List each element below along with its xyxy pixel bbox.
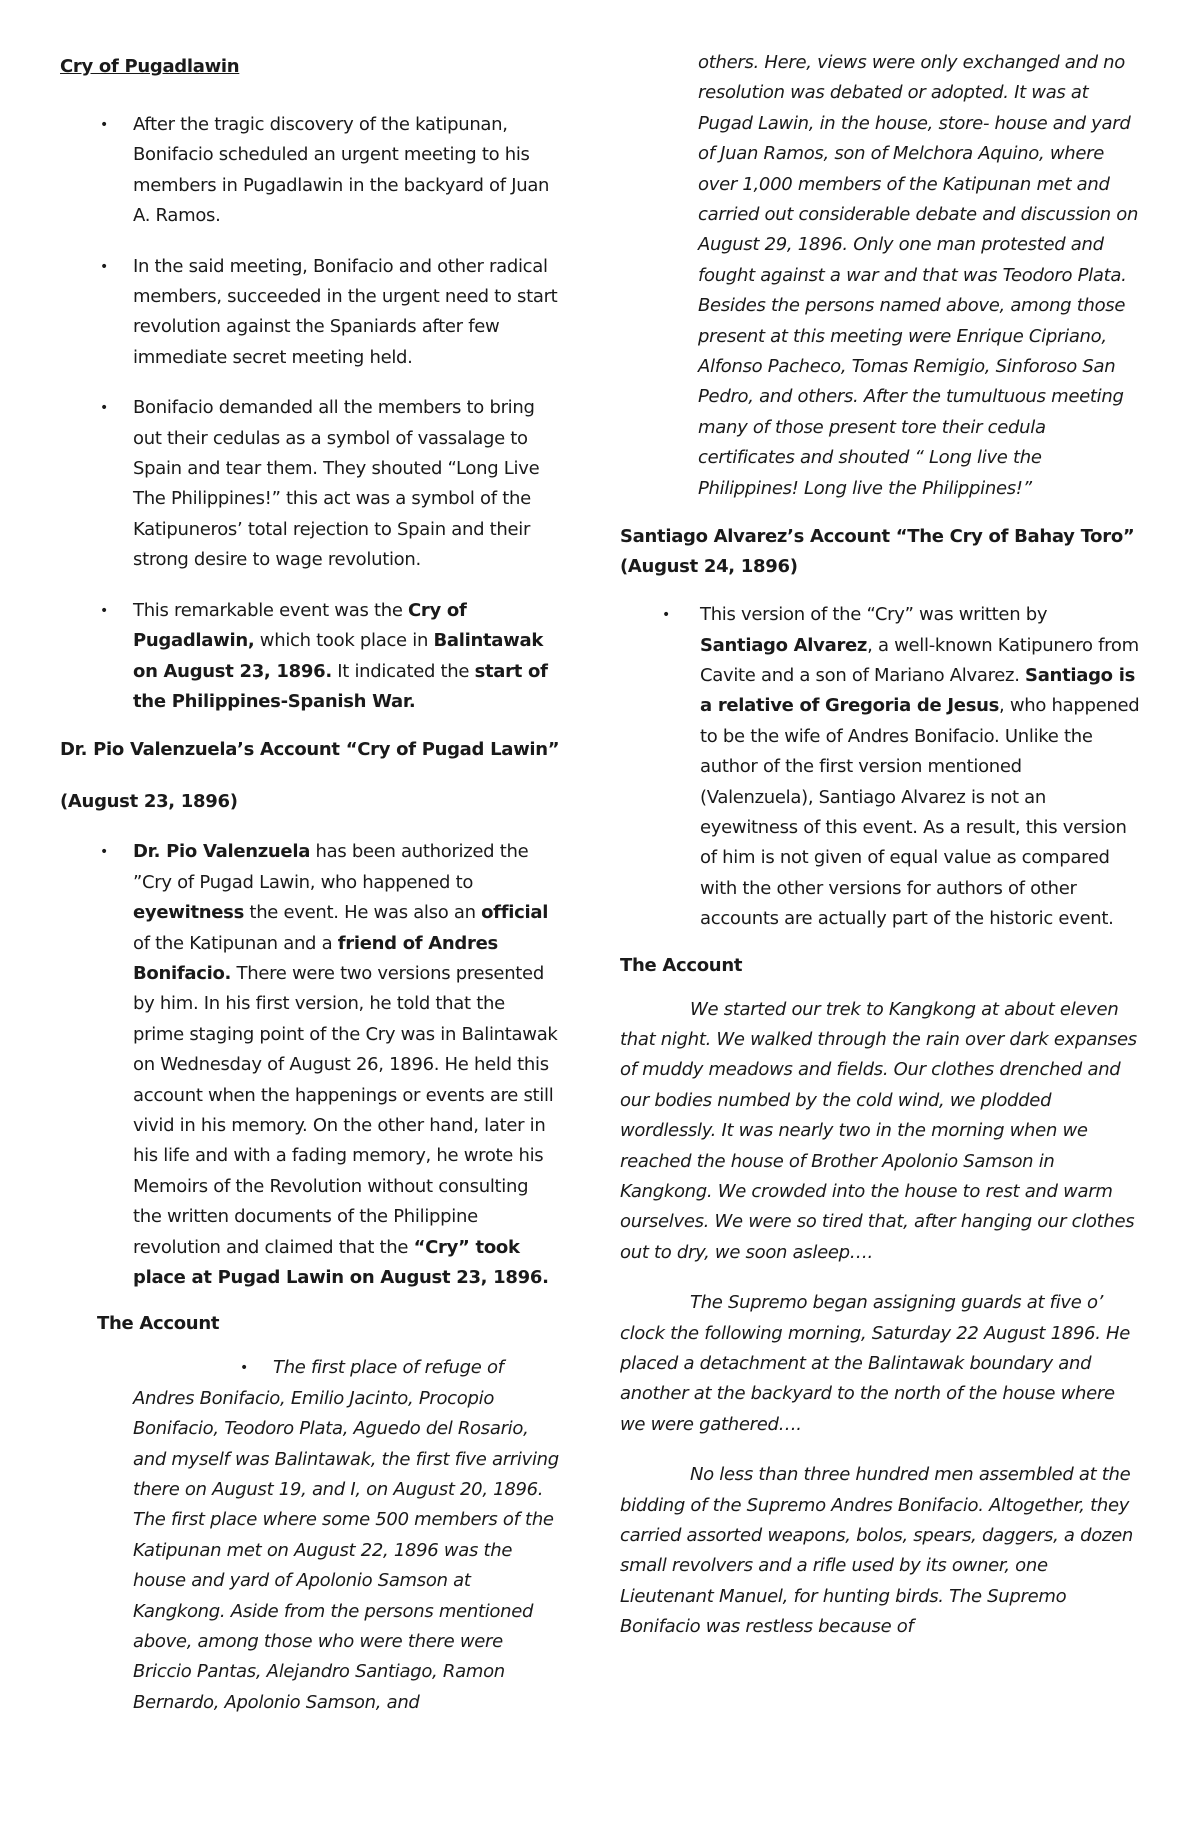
bullet-item: • Bonifacio demanded all the members to bring out their cedulas as a symbol of vassalage to Spain and tear them. They shouted “Long Live The Philippines!” this act was a symbol of the Katipuneros’ total rejection to Spain and their strong desire to wage revolution. (60, 393, 560, 575)
right-column (620, 52, 1140, 1643)
left-column (60, 52, 560, 1738)
account-heading-alvarez: Santiago Alvarez’s Account “The Cry of Bahay Toro” (August 24, 1896) (620, 526, 1135, 578)
account-date-valenzuela: (August 23, 1896) (60, 791, 238, 813)
bullet-item: • This version of the “Cry” was written by Santiago Alvarez, a well-known Katipunero from Cavite and a son of Mariano Alvarez. Santiago is a relative of Gregoria de Jesus, who happened to be the wife of Andres Bonifacio. Unlike the author of the first version mentioned (Valenzuela), Santiago Alvarez is not an eyewitness of this event. As a result, this version of him is not given of equal value as compared with the other versions for authors of other accounts are actually part of the historic event. (620, 600, 1140, 934)
bullet-item: • In the said meeting, Bonifacio and other radical members, succeeded in the urgent need to start revolution against the Spaniards after few immediate secret meeting held. (60, 252, 560, 374)
account-paragraph: No less than three hundred men assembled at the bidding of the Supremo Andres Bonifacio. Altogether, they carried assorted weapons, bolos, spears, daggers, a dozen small revolvers and a rifle used by its owner, one Lieutenant Manuel, for hunting birds. The Supremo Bonifacio was restless because of (620, 1464, 1133, 1638)
account-paragraph: The Supremo began assigning guards at five o’ clock the following morning, Saturday 22 August 1896. He placed a detachment at the Balintawak boundary and another at the backyard to the north of the house where we were gathered…. (620, 1292, 1131, 1435)
bullet-list (620, 600, 1140, 934)
continued-quote: others. Here, views were only exchanged and no resolution was debated or adopted. It was at Pugad Lawin, in the house, store- house and yard of Juan Ramos, son of Melchora Aquino, where over 1,000 members of the Katipunan met and carried out considerable debate and discussion on August 29, 1896. Only one man protested and fought against a war and that was Teodoro Plata. Besides the persons named above, among those present at this meeting were Enrique Cipriano, Alfonso Pacheco, Tomas Remigio, Sinforoso San Pedro, and others. After the tumultuous meeting many of those present tore their cedula certificates and shouted “ Long live the Philippines! Long live the Philippines!” (698, 52, 1139, 499)
the-account-heading: The Account (97, 1313, 220, 1335)
the-account-heading: The Account (620, 954, 743, 976)
bullet-item: • Dr. Pio Valenzuela has been authorized the ”Cry of Pugad Lawin, who happened to eyewitness the event. He was also an official of the Katipunan and a friend of Andres Bonifacio. There were two versions presented by him. In his first version, he told that the prime staging point of the Cry was in Balintawak on Wednesday of August 26, 1896. He held this account when the happenings or events are still vivid in his memory. On the other hand, later in his life and with a fading memory, he wrote his Memoirs of the Revolution without consulting the written documents of the Philippine revolution and claimed that the “Cry” took place at Pugad Lawin on August 23, 1896. (60, 837, 560, 1293)
bullet-item: • This remarkable event was the Cry of Pugadlawin, which took place in Balintawak on August 23, 1896. It indicated the start of the Philippines-Spanish War. (60, 596, 560, 718)
section-title: Cry of Pugadlawin (60, 56, 240, 77)
bullet-list (60, 110, 560, 717)
bullet-item: • After the tragic discovery of the katipunan, Bonifacio scheduled an urgent meeting to his members in Pugadlawin in the backyard of Juan A. Ramos. (60, 110, 560, 232)
account-heading-valenzuela: Dr. Pio Valenzuela’s Account “Cry of Pugad Lawin” (60, 739, 560, 761)
bullet-item: • The first place of refuge of Andres Bonifacio, Emilio Jacinto, Procopio Bonifacio, Teodoro Plata, Aguedo del Rosario, and myself was Balintawak, the first five arriving there on August 19, and I, on August 20, 1896. The first place where some 500 members of the Katipunan met on August 22, 1896 was the house and yard of Apolonio Samson at Kangkong. Aside from the persons mentioned above, among those who were there were Briccio Pantas, Alejandro Santiago, Ramon Bernardo, Apolonio Samson, and (60, 1353, 560, 1718)
bullet-list (60, 1353, 560, 1718)
account-paragraph: We started our trek to Kangkong at about eleven that night. We walked through the rain over dark expanses of muddy meadows and fields. Our clothes drenched and our bodies numbed by the cold wind, we plodded wordlessly. It was nearly two in the morning when we reached the house of Brother Apolonio Samson in Kangkong. We crowded into the house to rest and warm ourselves. We were so tired that, after hanging our clothes out to dry, we soon asleep…. (620, 998, 1137, 1263)
bullet-list (60, 837, 560, 1293)
